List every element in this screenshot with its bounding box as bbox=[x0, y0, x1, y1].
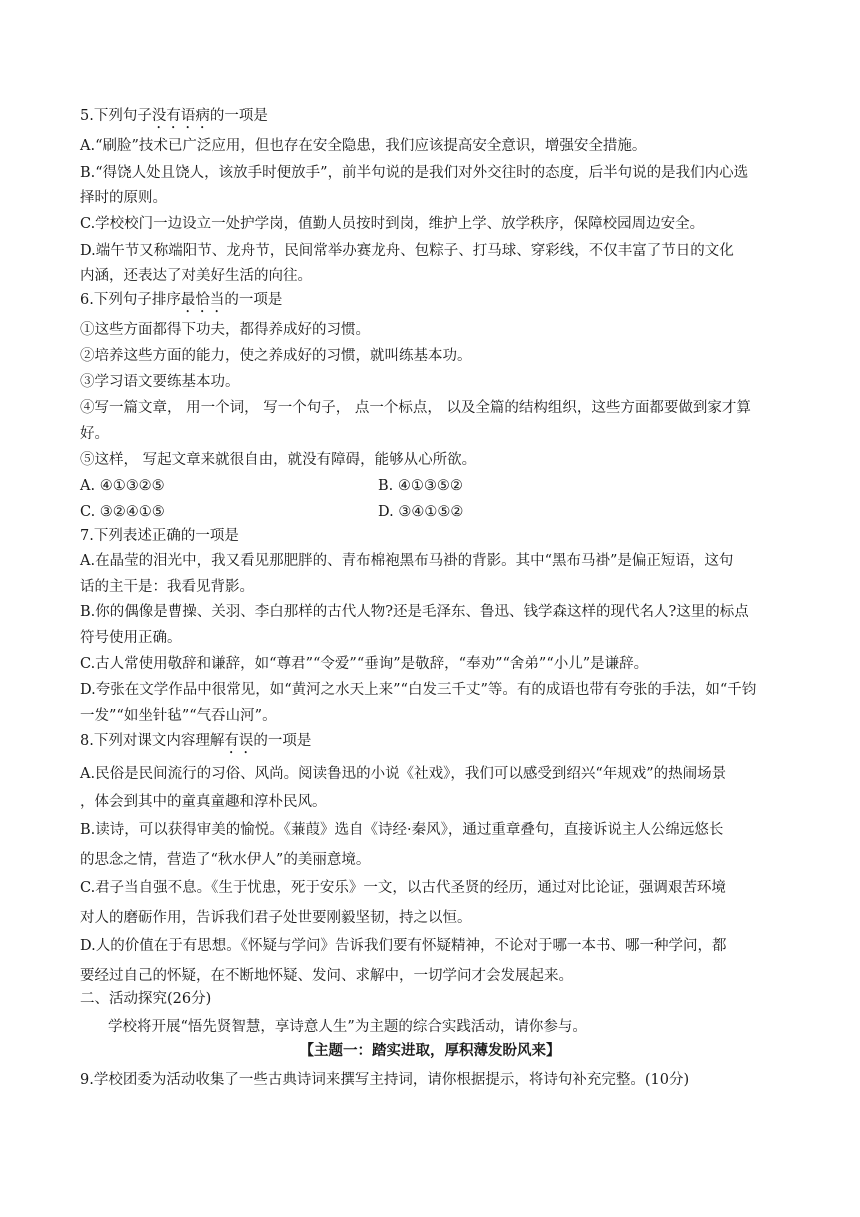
q7-option-d-line1: D.夸张在文学作品中很常见，如“黄河之水天上来”“白发三千丈”等。有的成语也带有夸张的手法，如“千钧 bbox=[80, 682, 757, 698]
q8-stem bbox=[80, 731, 311, 757]
q5-stem-emphasis: 没有语病 bbox=[151, 108, 210, 124]
q8-option-c-line1: C.君子当自强不息。《生于忧患，死于安乐》一文，以古代圣贤的经历，通过对比论证，强调艰苦环境 bbox=[80, 880, 726, 896]
q8-stem-a: 8.下列对课文内容理解 bbox=[80, 733, 225, 749]
section2-title: 二、活动探究(26分) bbox=[80, 991, 212, 1007]
q5-stem bbox=[80, 106, 268, 132]
q7-option-a-line1: A.在晶莹的泪光中，我又看见那肥胖的、青布棉袍黑布马褂的背影。其中“黑布马褂”是偏正短语，这句 bbox=[80, 553, 734, 569]
q8-option-c-line2: 对人的磨砺作用，告诉我们君子处世要刚毅坚韧，持之以恒。 bbox=[80, 910, 472, 926]
q6-stem-emphasis: 最恰当 bbox=[180, 292, 225, 308]
q6-option-b: B. ④①③⑤② bbox=[378, 478, 463, 494]
q8-option-b-line2: 的思念之情，营造了“秋水伊人”的美丽意境。 bbox=[80, 852, 371, 868]
q6-sentence-5: ⑤这样， 写起文章来就很自由，就没有障碍，能够从心所欲。 bbox=[80, 452, 477, 468]
q6-stem-b: 的一项是 bbox=[224, 292, 283, 308]
q6-stem-a: 6.下列句子排序 bbox=[80, 292, 181, 308]
q7-option-b-line1: B.你的偶像是曹操、关羽、李白那样的古代人物?还是毛泽东、鲁迅、钱学森这样的现代名人?这里的标点 bbox=[80, 604, 749, 620]
q7-option-d-line2: 一发”“如坐针毡”“气吞山河”。 bbox=[80, 708, 277, 724]
q7-option-c: C.古人常使用敬辞和谦辞，如“尊君”“令爱”“垂询”是敬辞，“奉劝”“舍弟”“小儿”是谦辞。 bbox=[80, 656, 649, 672]
q6-sentence-4-line2: 好。 bbox=[80, 426, 109, 442]
q6-option-d: D. ③④①⑤② bbox=[378, 504, 464, 520]
q7-option-a-line2: 话的主干是：我看见背影。 bbox=[80, 579, 254, 595]
section2-intro: 学校将开展“悟先贤智慧，享诗意人生”为主题的综合实践活动，请你参与。 bbox=[108, 1019, 587, 1035]
q8-option-a-line1: A.民俗是民间流行的习俗、风尚。阅读鲁迅的小说《社戏》，我们可以感受到绍兴“年规戏”的热闹场景 bbox=[80, 766, 727, 782]
q8-option-b-line1: B.读诗，可以获得审美的愉悦。《蒹葭》选自《诗经·秦风》，通过重章叠句，直接诉说主人公绵远悠长 bbox=[80, 822, 724, 838]
q9-stem: 9.学校团委为活动收集了一些古典诗词来撰写主持词，请你根据提示，将诗句补充完整。(10分) bbox=[80, 1072, 690, 1088]
q6-sentence-4-line1: ④写一篇文章， 用一个词， 写一个句子， 点一个标点， 以及全篇的结构组织，这些方面都要做到家才算 bbox=[80, 400, 751, 416]
theme1-heading: 【主题一：踏实进取，厚积薄发盼风来】 bbox=[299, 1042, 561, 1059]
q8-option-d-line1: D.人的价值在于有思想。《怀疑与学问》告诉我们要有怀疑精神，不论对于哪一本书、哪一种学问，都 bbox=[80, 938, 727, 954]
q5-option-d-line1: D.端午节又称端阳节、龙舟节，民间常举办赛龙舟、包粽子、打马球、穿彩线，不仅丰富了节日的文化 bbox=[80, 243, 734, 259]
q5-option-c: C.学校校门一边设立一处护学岗，值勤人员按时到岗，维护上学、放学秩序，保障校园周边安全。 bbox=[80, 216, 705, 232]
q5-stem-a: 5.下列句子 bbox=[80, 108, 152, 124]
q7-option-b-line2: 符号使用正确。 bbox=[80, 630, 182, 646]
q5-option-b-line1: B.“得饶人处且饶人，该放手时便放手”，前半句说的是我们对外交往时的态度，后半句说的是我们内心选 bbox=[80, 165, 749, 181]
q8-option-d-line2: 要经过自己的怀疑，在不断地怀疑、发问、求解中，一切学问才会发展起来。 bbox=[80, 968, 573, 984]
q5-stem-b: 的一项是 bbox=[209, 108, 268, 124]
q6-sentence-2: ②培养这些方面的能力，使之养成好的习惯，就叫练基本功。 bbox=[80, 348, 472, 364]
q6-stem bbox=[80, 290, 282, 316]
q7-stem: 7.下列表述正确的一项是 bbox=[80, 528, 239, 544]
q8-option-a-line2: ，体会到其中的童真童趣和淳朴民风。 bbox=[80, 794, 327, 810]
q5-option-b-line2: 择时的原则。 bbox=[80, 190, 167, 206]
q6-option-a: A. ④①③②⑤ bbox=[80, 478, 165, 494]
q8-stem-emphasis: 有误 bbox=[224, 733, 254, 749]
q5-option-d-line2: 内涵，还表达了对美好生活的向往。 bbox=[80, 268, 312, 284]
q8-stem-b: 的一项是 bbox=[253, 733, 312, 749]
q6-sentence-1: ①这些方面都得下功夫，都得养成好的习惯。 bbox=[80, 322, 370, 338]
q5-option-a: A.“刷脸”技术已广泛应用，但也存在安全隐患，我们应该提高安全意识，增强安全措施。 bbox=[80, 138, 647, 154]
q6-sentence-3: ③学习语文要练基本功。 bbox=[80, 374, 240, 390]
q6-option-c: C. ③②④①⑤ bbox=[80, 504, 165, 520]
